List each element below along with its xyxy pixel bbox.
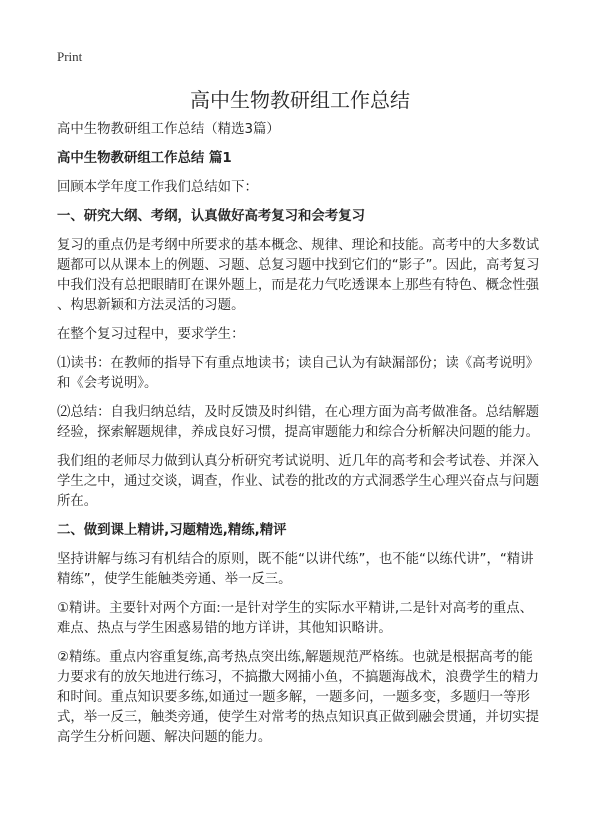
paragraph [57,550,557,590]
text-line: 我们组的老师尽力做到认真分析研究考试说明、近几年的高考和会考试卷、并深入 [57,454,540,469]
text-line: 式，举一反三，触类旁通，使学生对常考的热点知识真正做到融会贯通，并切实提 [57,710,540,725]
heading-2: 二、做到课上精讲,习题精选,精练,精评 [57,523,287,538]
paragraph: 在整个复习过程中，要求学生： [57,327,245,342]
paragraph [57,403,557,443]
section-heading: 高中生物教研组工作总结 篇1 [57,151,232,166]
text-line: ⑴读书：在教师的指导下有重点地读书；读自己认为有缺漏部份；读《高考说明》 [57,356,540,371]
document-body [57,120,557,757]
text-line: 高学生分析问题、解决问题的能力。 [57,730,272,745]
text-line: 题都可以从课本上的例题、习题、总复习题中找到它们的“影子”。因此，高考复习 [57,258,540,273]
heading-1: 一、研究大纲、考纲，认真做好高考复习和会考复习 [57,209,365,224]
text-line: 和时间。重点知识要多练,如通过一题多解，一题多问，一题多变，多题归一等形 [57,690,530,705]
text-line: 坚持讲解与练习有机结合的原则，既不能“以讲代练”，也不能“以练代讲”，“精讲 [57,552,534,567]
print-link[interactable]: Print [57,49,83,64]
intro-text: 回顾本学年度工作我们总结如下： [57,180,258,195]
text-line: 力要求有的放矢地进行练习，不搞撒大网捕小鱼，不搞题海战术，浪费学生的精力 [57,670,540,685]
text-line: 所在。 [57,494,98,509]
subtitle: 高中生物教研组工作总结（精选3篇） [57,122,280,137]
text-line: 中我们没有总把眼睛盯在课外题上，而是花力气吃透课本上那些有特色、概念性强 [57,278,540,293]
paragraph [57,236,557,316]
text-line: 和《会考说明》。 [57,376,158,391]
text-line: 精练”，使学生能触类旁通、举一反三。 [57,572,292,587]
paragraph [57,648,557,748]
text-line: 、构思新颖和方法灵活的习题。 [57,298,245,313]
paragraph [57,599,557,639]
page-title: 高中生物教研组工作总结 [190,88,410,112]
text-line: 经验，探索解题规律，养成良好习惯，提高审题能力和综合分析解决问题的能力。 [57,425,540,440]
text-line: ②精练。重点内容重复练,高考热点突出练,解题规范严格练。也就是根据高考的能 [57,650,533,665]
text-line: 难点、热点与学生困惑易错的地方详讲，其他知识略讲。 [57,621,392,636]
text-line: ①精讲。主要针对两个方面:一是针对学生的实际水平精讲,二是针对高考的重点、 [57,601,534,616]
paragraph [57,354,557,394]
text-line: ⑵总结：自我归纳总结，及时反馈及时纠错，在心理方面为高考做准备。总结解题 [57,405,540,420]
text-line: 复习的重点仍是考纲中所要求的基本概念、规律、理论和技能。高考中的大多数试 [57,238,540,253]
paragraph [57,452,557,512]
text-line: 学生之中，通过交谈，调查，作业、试卷的批改的方式洞悉学生心理兴奋点与问题 [57,474,540,489]
